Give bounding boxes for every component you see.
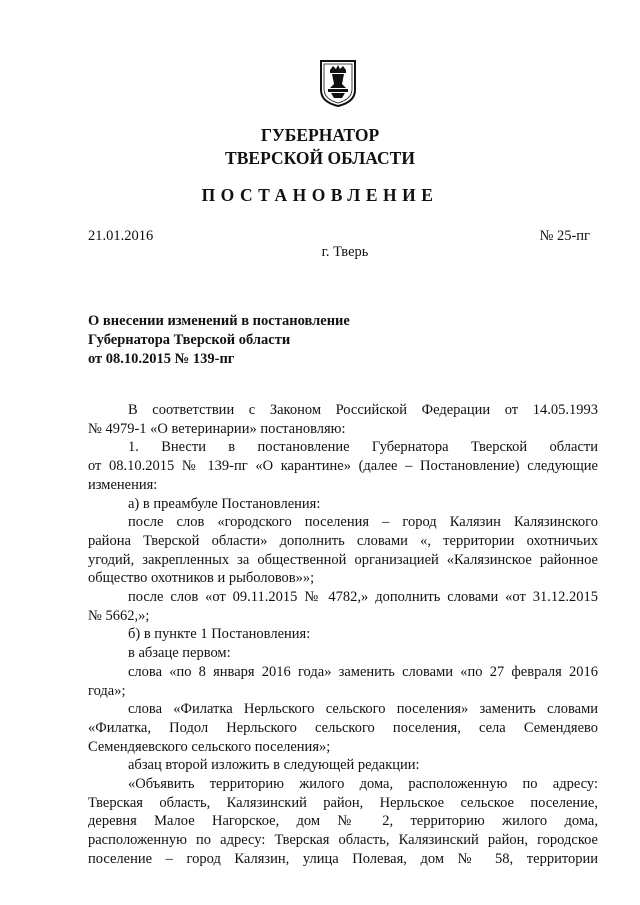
document-subject	[88, 312, 350, 369]
issuer-line-2: ТВЕРСКОЙ ОБЛАСТИ	[225, 148, 415, 168]
body-line: «Объявить территорию жилого дома, расположенную по адресу:	[128, 776, 598, 793]
issuer-line-1: ГУБЕРНАТОР	[260, 125, 380, 145]
body-line: расположенную по адресу: Тверская область, Калязинский район, городское	[88, 832, 598, 849]
body-line: абзац второй изложить в следующей редакции:	[128, 757, 420, 774]
body-line: после слов «городского поселения – город Калязин Калязинского	[128, 514, 598, 531]
body-line: в абзаце первом:	[128, 645, 231, 662]
body-line: от 08.10.2015 № 139-пг «О карантине» (далее – Постановление) следующие	[88, 458, 598, 475]
issuer-title	[0, 124, 640, 170]
body-line: Семендяевского сельского поселения»;	[88, 738, 331, 755]
document-city: г. Тверь	[321, 244, 369, 260]
body-line: слова «по 8 января 2016 года» заменить словами «по 27 февраля 2016	[128, 663, 598, 680]
body-line: района Тверской области» дополнить словами «, территории охотничьих	[88, 532, 598, 549]
body-line: после слов «от 09.11.2015 № 4782,» дополнить словами «от 31.12.2015	[128, 589, 598, 606]
subject-line: Губернатора Тверской области	[88, 332, 291, 348]
body-line: № 5662,»;	[88, 607, 150, 624]
body-line: б) в пункте 1 Постановления:	[128, 626, 311, 643]
body-line: Тверская область, Калязинский район, Нерльское сельское поселение,	[88, 794, 598, 811]
body-line: «Филатка, Подол Нерльского сельского поселения, села Семендяево	[88, 719, 598, 736]
document-number: № 25-пг	[539, 228, 590, 244]
body-line: 1. Внести в постановление Губернатора Тверской области	[128, 439, 598, 456]
body-line: № 4979-1 «О ветеринарии» постановляю:	[88, 420, 346, 437]
body-line: года»;	[88, 682, 126, 699]
body-line: поселение – город Калязин, улица Полевая, дом № 58, территории	[88, 850, 598, 867]
document-type: ПОСТАНОВЛЕНИЕ	[201, 185, 439, 205]
body-line: деревня Малое Нагорское, дом № 2, территорию жилого дома,	[88, 813, 598, 830]
body-line: общество охотников и рыболовов»»;	[88, 570, 315, 587]
body-line: В соответствии с Законом Российской Федерации от 14.05.1993	[128, 402, 598, 418]
body-line: а) в преамбуле Постановления:	[128, 495, 321, 512]
coat-of-arms-emblem	[318, 58, 358, 108]
body-line: угодий, закрепленных за общественной организацией «Калязинское районное	[88, 551, 598, 568]
body-line: изменения:	[88, 476, 158, 493]
document-date: 21.01.2016	[88, 228, 154, 244]
body-line: слова «Филатка Нерльского сельского поселения» заменить словами	[128, 701, 598, 718]
document-body	[88, 401, 598, 869]
subject-line: О внесении изменений в постановление	[88, 313, 350, 329]
subject-line: от 08.10.2015 № 139-пг	[88, 351, 235, 367]
